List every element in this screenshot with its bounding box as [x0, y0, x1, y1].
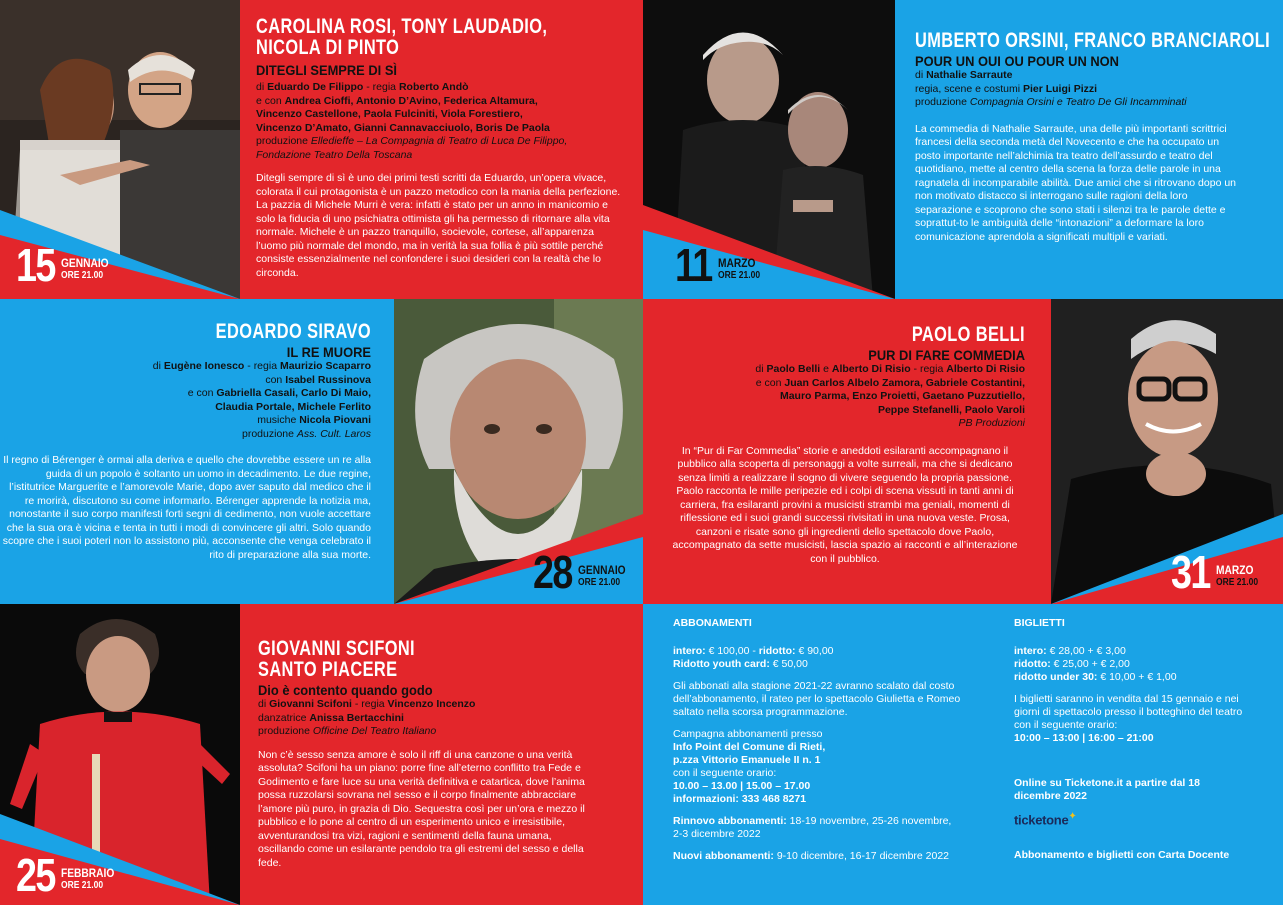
show-title: SANTO PIACERE [258, 658, 398, 681]
abbonamenti-note: Gli abbonati alla stagione 2021-22 avranno scalato dal costo dell’abbonamento, il rateo per lo spettacolo Giulietta e Romeo saltato nella scorsa programmazione. [673, 680, 961, 718]
date-month: GENNAIO [61, 256, 109, 270]
credits-rosi: di Eduardo De Filippo - regia Roberto Andò e con Andrea Cioffi, Antonio D’Avino, Federica Altamura, Vincenzo Castellone, Paola Fulciniti, Viola Forestiero, Vincenzo D’Amato, Gianni Cannavacciuolo, Boris De Paola produzione Elledieffe – La Compagnia di Teatro di Luca De Filippo, Fondazione Teatro Della Toscana [256, 81, 568, 161]
show-title: IL RE MUORE [286, 344, 371, 360]
event-rosi [0, 0, 643, 299]
credits-belli: di Paolo Belli e Alberto Di Risio - regia Alberto Di Risio e con Juan Carlos Albelo Zamora, Gabriele Costantini, Mauro Parma, Enzo Proietti, Gaetano Puzzutiello, Peppe Stefanelli, Paolo Varoli PB Produzioni [755, 363, 1025, 429]
credits-scifoni: di Giovanni Scifoni - regia Vincenzo Incenzo danzatrice Anissa Bertacchini produzione Officine Del Teatro Italiano [258, 698, 476, 737]
biglietti-title: BIGLIETTI [1014, 617, 1065, 629]
artist-name: NICOLA DI PINTO [256, 36, 400, 59]
date-month: GENNAIO [578, 563, 626, 577]
description: In “Pur di Far Commedia” storie e aneddoti esilaranti accompagnano il pubblico alla scoperta di personaggi a volte surreali, ma che si dedicano senza limiti a realizzare il sogno di vivere seguendo la propria passione. Paolo racconta le mille peripezie ed i colpi di scena vissuti in tanti anni di carriera, fra esilaranti provini a musicisti strambi ma geniali, momenti di riflessione ed i suoi grandi successi rivisitati in una nuova veste. Prosa, canzoni e risate sono gli ingredienti dello spettacolo dove Paolo, accompagnato da sette musicisti, lascia spazio ai racconti e all’interazione con il pubblico. [672, 444, 1018, 565]
artist-name: PAOLO BELLI [911, 323, 1025, 346]
event-siravo [0, 299, 643, 604]
description: Ditegli sempre di sì è uno dei primi testi scritti da Eduardo, un’opera vivace, colorata il cui protagonista è un pazzo metodico con la mania della perfezione. La pazzia di Michele Murri è vera: infatti è stato per un anno in manicomio e solo la fiducia di uno psichiatra ottimista gli ha permesso di ritornare alla vita normale. Michele è un pazzo tranquillo, socievole, cortese, all’apparenza l’uomo più normale del mondo, ma in verità la sua follia è più sottile perché consiste essenzialmente nel confondere i suoi desideri con la realtà che lo circonda. [256, 172, 621, 279]
biglietti-prices: intero: € 28,00 + € 3,00 ridotto: € 25,00 + € 2,00 ridotto under 30: € 10,00 + € 1,00 [1014, 645, 1177, 683]
date-hour: ORE 21.00 [578, 577, 621, 588]
ticketone-logo[interactable]: ticketone✦ [1014, 811, 1077, 828]
biglietti-online: Online su Ticketone.it a partire dal 18 dicembre 2022 [1014, 777, 1200, 802]
date-belli [1171, 546, 1266, 598]
abbonamenti-section [673, 617, 973, 863]
date-hour: ORE 21.00 [717, 270, 760, 281]
description: Il regno di Bérenger è ormai alla deriva e quello che dovrebbe essere un re alla guida di un popolo è soltanto un uomo in decadimento. Le due regine, l’istitutrice Marguerite e l’amorevole Marie, dopo aver saputo dal medico che il re morirà, discutono su come informarlo. Bérenger apprende la notizia ma, nonostante il suo corpo manifesti forti segni di cedimento, non vuole accettare che la sua ora è vicina e tenta in tutti i modi di convincere gli altri. Solo quando scopre che i suoi poteri non lo assistono più, acconsente che venga celebrato il rito di preparazione alla sua morte. [2, 454, 371, 561]
show-subtitle: Dio è contento quando godo [258, 682, 433, 698]
date-orsini [675, 239, 767, 291]
artist-name: EDOARDO SIRAVO [215, 320, 371, 343]
date-month: MARZO [717, 256, 756, 270]
show-title: PUR DI FARE COMMEDIA [868, 347, 1025, 363]
date-day: 11 [675, 239, 712, 291]
carta-docente: Abbonamento e biglietti con Carta Docente [1014, 849, 1230, 862]
abbonamenti-prices: intero: € 100,00 - ridotto: € 90,00 Ridotto youth card: € 50,00 [673, 645, 834, 670]
date-hour: ORE 21.00 [61, 270, 104, 281]
date-hour: ORE 21.00 [61, 880, 104, 891]
date-scifoni [16, 849, 124, 901]
artist-name: CAROLINA ROSI, TONY LAUDADIO, [256, 15, 548, 38]
artist-name: UMBERTO ORSINI, FRANCO BRANCIAROLI [915, 29, 1271, 52]
date-day: 25 [16, 849, 55, 901]
date-day: 28 [533, 546, 572, 598]
date-rosi [16, 239, 117, 291]
artist-name: GIOVANNI SCIFONI [258, 637, 416, 660]
date-siravo [533, 546, 634, 598]
abbonamenti-new: Nuovi abbonamenti: 9-10 dicembre, 16-17 dicembre 2022 [673, 850, 950, 862]
date-day: 31 [1171, 546, 1210, 598]
show-title: DITEGLI SEMPRE DI SÌ [256, 62, 397, 78]
date-month: MARZO [1216, 563, 1254, 577]
credits-orsini: di Nathalie Sarraute regia, scene e costumi Pier Luigi Pizzi produzione Compagnia Orsini e Teatro De Gli Incamminati [915, 69, 1187, 108]
event-scifoni [0, 604, 643, 905]
biglietti-sale: I biglietti saranno in vendita dal 15 gennaio e nei giorni di spettacolo presso il botteghino del teatro con il seguente orario: [1014, 693, 1243, 731]
biglietti-section [1014, 617, 1254, 862]
date-hour: ORE 21.00 [1216, 577, 1259, 588]
abbonamenti-campaign: Campagna abbonamenti presso Info Point del Comune di Rieti, p.zza Vittorio Emanuele II n. 1 con il seguente orario: 10.00 – 13.00 | 15.00 – 17.00 informazioni: 333 468 8271 [673, 728, 826, 805]
show-title: POUR UN OUI OU POUR UN NON [915, 53, 1119, 69]
date-month: FEBBRAIO [61, 866, 115, 880]
date-day: 15 [16, 239, 55, 291]
info-panel [643, 604, 1283, 905]
description: Non c’è sesso senza amore è solo il riff di una canzone o una verità assoluta? Scifoni ha un piano: porre fine all’eterno conflitto tra Fede e Godimento e fare luce su una verità definitiva e catartica, dove l’anima possa ruzzolarsi sovrana nel sesso e il corpo finalmente abbracciare l’amore più puro, in grazia di Dio. Sequestra così per un’ora e mezzo il pubblico e lo pone al centro di un esperimento unico e irresistibile, avventurandosi tra vizi, ragioni e sentimenti della fauna umana, oscillando come un esilarante pendolo tra gli estremi del sesso e della fede. [258, 748, 585, 869]
credits-siravo: di Eugène Ionesco - regia Maurizio Scaparro con Isabel Russinova e con Gabriella Casali, Carlo Di Maio, Claudia Portale, Michele Ferlito musiche Nicola Piovani produzione Ass. Cult. Laros [152, 360, 371, 440]
description: La commedia di Nathalie Sarraute, una delle più importanti scrittrici francesi della seconda metà del Novecento e che ha occupato un posto importante nell’alchimia tra teatro dell’assurdo e teatro del quotidiano, mette al centro della scena la forza delle parole in una ragnatela di incomparabile abilità. Due amici che si ritrovano dopo un non motivato distacco si interrogano sulle ragioni della loro separazione e scoprono che sono stati i silenzi tra le parole dette e soprattut-to le ambiguità delle “intonazioni” a deformare la loro comunicazione aprendola a significati multipli e variati. [915, 122, 1237, 243]
abbonamenti-title: ABBONAMENTI [673, 617, 752, 629]
event-belli [643, 299, 1283, 604]
abbonamenti-renew: Rinnovo abbonamenti: 18-19 novembre, 25-26 novembre, 2-3 dicembre 2022 [673, 815, 952, 840]
event-orsini [643, 0, 1283, 299]
biglietti-sale-hours: 10:00 – 13:00 | 16:00 – 21:00 [1014, 732, 1154, 744]
